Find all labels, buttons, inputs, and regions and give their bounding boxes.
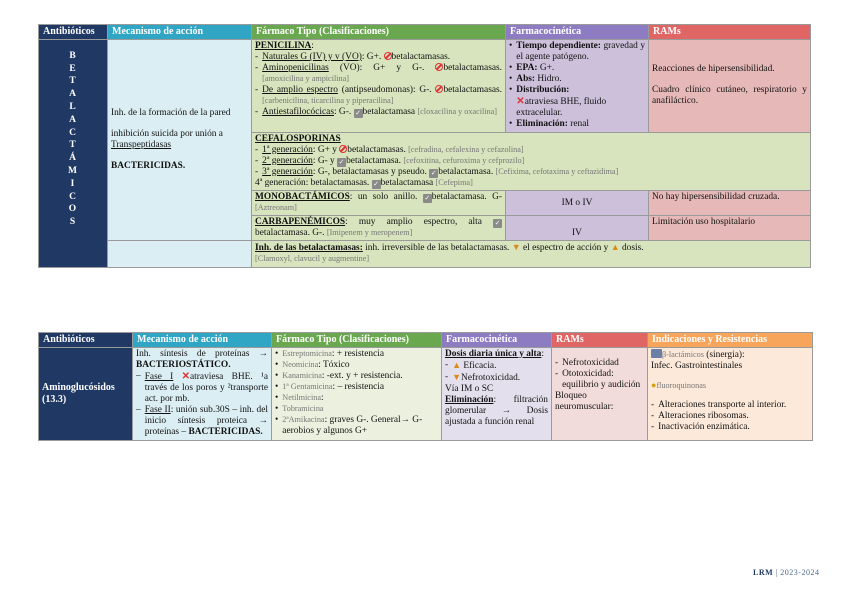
checkbox-icon: ✓ [338, 157, 345, 166]
red-x-icon: ✕ [181, 370, 191, 382]
farmacocinetica-aminoglucosidos: Dosis diaria única y alta: - ▲ Eficacia. - ▼Nefrotoxicidad. Vía IM o SC Eliminación: filtración glomerular → Dosis ajustada a función renal [442, 347, 552, 440]
thumbs-up-icon: ▲ [610, 242, 620, 253]
carbapenemicos-cell: CARBAPENÉMICOS: muy amplio espectro, alta ✓betalactamasa. G-. [Imipenem y meropenem] [252, 216, 506, 241]
header-antibioticos: Antibióticos [39, 333, 133, 348]
aminoglucosidos-table [38, 332, 813, 441]
red-x-icon: ✕ [516, 96, 525, 108]
header-antibioticos: Antibióticos [39, 25, 108, 40]
page-footer: LRM | 2023-2024 [753, 568, 820, 577]
farmacos-aminoglucosidos [272, 347, 442, 440]
inhibidores-row [39, 241, 811, 267]
carbapenemicos-pk: IV [506, 216, 649, 241]
monobactamicos-cell: MONOBACTÁMICOS: un solo anillo. ✓ betalactamasa. G- [Aztreonam] [252, 191, 506, 216]
synergy-icon [651, 349, 662, 358]
header-mecanismo: Mecanismo de acción [108, 25, 252, 40]
checkbox-icon: ✓ [494, 219, 501, 228]
medal-icon: ● [651, 379, 657, 390]
thumbs-down-icon: ▼ [511, 242, 521, 253]
checkbox-icon: ✓ [430, 168, 437, 177]
cefalosporinas-cell: CEFALOSPORINAS - 1ª generación: G+ y betalactamasas. [cefradina, cefalexina y cefazolina] - 2ª generación: G- y ✓ betalactamasa. [cefoxitina, cefuroxima y cefprozilo] - 3ª generación: G-, betalactamasas y pseudo. ✓ betalactamasa. [Cefixima, cefotaxima y ceftazidima] 4ª generación: betalactamasas. ✓ betalactamasa [Cefepima] [252, 132, 811, 190]
header-rams: RAMs [649, 25, 811, 40]
rams-penicilina: Reacciones de hipersensibilidad. Cuadro clínico cutáneo, respiratorio y anafiláctico. [649, 39, 811, 132]
header-rams: RAMs [552, 333, 648, 348]
list-item: • Neomicina: Tóxico [275, 359, 350, 370]
monobactamicos-rams: No hay hipersensibilidad cruzada. [649, 191, 811, 216]
table1-header-row [39, 25, 811, 40]
header-mecanismo: Mecanismo de acción [133, 333, 272, 348]
mecanismo-betalactamicos: Inh. de la formación de la pared inhibición suicida por unión a Transpeptidasas BACTERICIDAS. [108, 39, 252, 241]
penicilina-row [39, 39, 811, 132]
list-item: • Netilmicina: [275, 393, 324, 404]
aminoglucosidos-label: Aminoglucósidos (13.3) [39, 347, 133, 440]
header-farmacocinetica: Farmacocinética [506, 25, 649, 40]
farmacocinetica-penicilina: • Tiempo dependiente: gravedad y el agente patógeno. • EPA: G+. • Abs: Hidro. • Distribución: ✕atraviesa BHE, fluido extracelular. • Eliminación: renal [506, 39, 649, 132]
checkbox-icon: ✓ [355, 109, 361, 118]
header-farmaco-tipo: Fármaco Tipo (Clasificaciones) [272, 333, 442, 348]
not-allowed-icon [339, 145, 347, 153]
checkbox-icon: ✓ [424, 194, 431, 203]
list-item: • 1ª Gentamicina: – resistencia [275, 382, 385, 393]
mecanismo-aminoglucosidos: Inh. síntesis de proteínas → BACTERIOSTÁTICO. – Fase I ✕atraviesa BHE. ¹a través de los poros y ²transporte act. por mb. – Fase II: unión sub.30S – inh. del inicio síntesis proteica → proteínas – BACTERICIDAS. [133, 347, 272, 440]
monobactamicos-pk: IM o IV [506, 191, 649, 216]
penicilina-cell: PENICILINA: - Naturales G (IV) y v (VO): G+. betalactamasas. - Aminopenicilinas (VO): G+ y G-. betalactamasas. [amoxicilina y ampicilina] - De amplio espectro (antipseudomonas): G-. betalactamasas. [carbenicilina, ticarcilina y piperacilina] - Antiestafilocócicas: G-. ✓ betalactamasa [cloxacilina y oxacilina] [252, 39, 506, 132]
betalactamicos-table [38, 24, 811, 268]
checkbox-icon: ✓ [373, 179, 380, 188]
not-allowed-icon [384, 52, 392, 60]
thumbs-down-icon: ▼ [452, 371, 462, 382]
header-farmacocinetica: Farmacocinética [442, 333, 552, 348]
header-farmaco-tipo: Fármaco Tipo (Clasificaciones) [252, 25, 506, 40]
betalactamicos-vertical-label: B E T A L A C T Á M I C O S [39, 39, 108, 267]
inhibidores-cell: Inh. de las betalactamasas: inh. irreversible de las betalactamasas. ▼ el espectro de acción y ▲ dosis. [Clamoxyl, clavucil y augmentine] [252, 241, 811, 267]
list-item: • Kanamicina: -ext. y + resistencia. [275, 370, 403, 381]
rams-aminoglucosidos: - Nefrotoxicidad - Ototoxicidad: equilibrio y audición Bloqueo neuromuscular: [552, 347, 648, 440]
indicaciones-aminoglucosidos: β-lactámicos (sinergia): Infec. Gastrointestinales ●fluoroquinonas - Alteraciones transporte al interior. - Alteraciones ribosomas. - Inactivación enzimática. [648, 347, 813, 440]
list-item: • Tobramicina [275, 404, 324, 415]
header-indicaciones: Indicaciones y Resistencias [648, 333, 813, 348]
inhibidores-mecanismo [108, 241, 252, 267]
table2-header-row [39, 333, 813, 348]
list-item: • 2ªAmikacina: graves G-. General→ G- aerobios y algunos G+ [275, 415, 423, 437]
list-item: • Estreptomicina: + resistencia [275, 348, 385, 359]
aminoglucosidos-row [39, 347, 813, 440]
thumbs-up-icon: ▲ [452, 359, 462, 370]
carbapenemicos-rams: Limitación uso hospitalario [649, 216, 811, 241]
